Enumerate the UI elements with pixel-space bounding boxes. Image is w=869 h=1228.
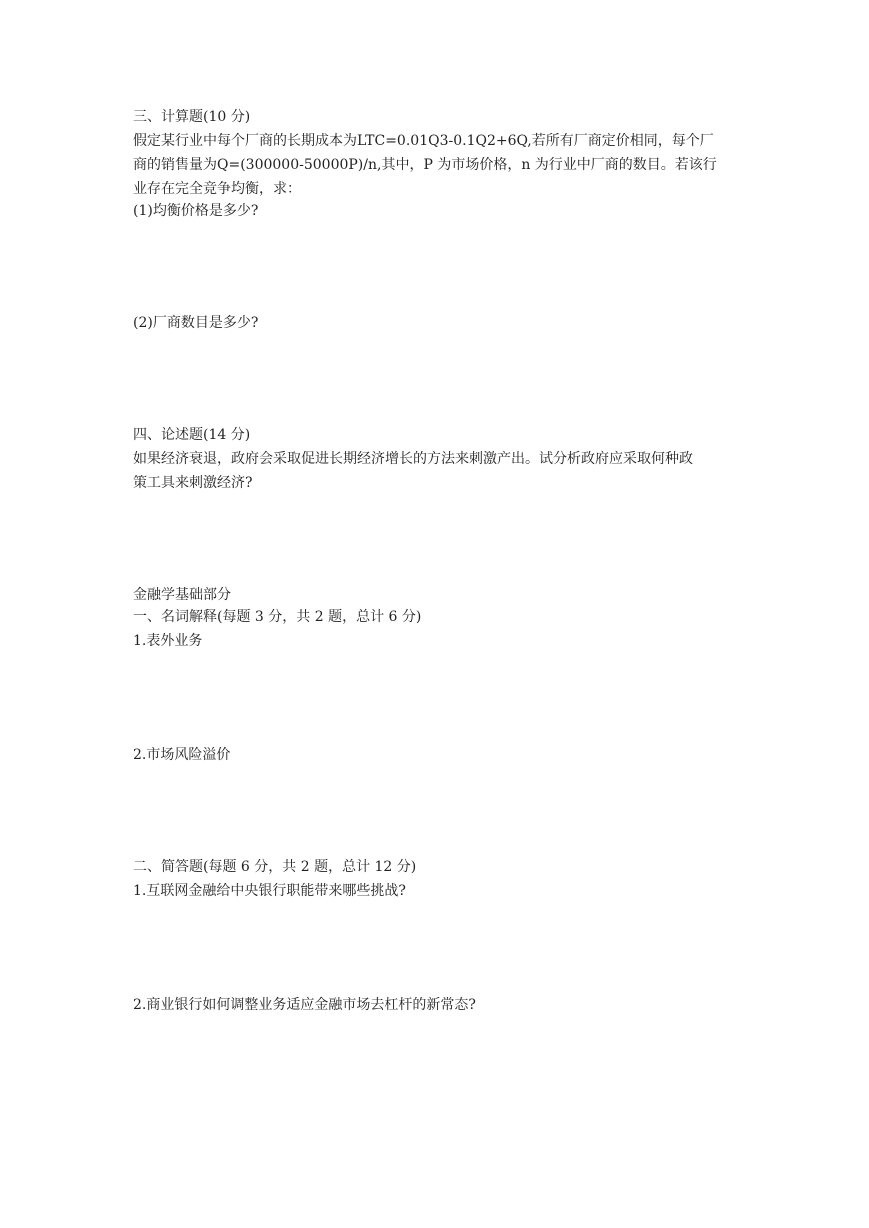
calc-heading: 三、计算题(10 分) (133, 109, 251, 125)
essay-heading: 四、论述题(14 分) (133, 427, 251, 443)
calc-question-2: (2)厂商数目是多少? (133, 315, 259, 331)
essay-body-line-2: 策工具来刺激经济? (133, 475, 253, 491)
essay-body-line-1: 如果经济衰退，政府会采取促进长期经济增长的方法来刺激产出。试分析政府应采取何种政 (133, 451, 693, 467)
short-answer-question-1: 1.互联网金融给中央银行职能带来哪些挑战? (133, 883, 406, 899)
calc-body-line-2: 商的销售量为Q=(300000-50000P)/n,其中，P 为市场价格，n 为行业中厂商的数目。若该行 (133, 157, 717, 173)
short-answer-heading: 二、简答题(每题 6 分，共 2 题，总计 12 分) (133, 859, 417, 875)
calc-body-line-1: 假定某行业中每个厂商的长期成本为LTC=0.01Q3-0.1Q2+6Q,若所有厂商定价相同，每个厂 (133, 133, 714, 149)
calc-question-1: (1)均衡价格是多少? (133, 203, 259, 219)
terms-heading: 一、名词解释(每题 3 分，共 2 题，总计 6 分) (133, 609, 422, 625)
term-2: 2.市场风险溢价 (133, 747, 231, 763)
term-1: 1.表外业务 (133, 633, 203, 649)
short-answer-question-2: 2.商业银行如何调整业务适应金融市场去杠杆的新常态? (133, 997, 476, 1013)
finance-section-title: 金融学基础部分 (133, 587, 231, 603)
calc-body-line-3: 业存在完全竞争均衡，求： (133, 181, 301, 197)
